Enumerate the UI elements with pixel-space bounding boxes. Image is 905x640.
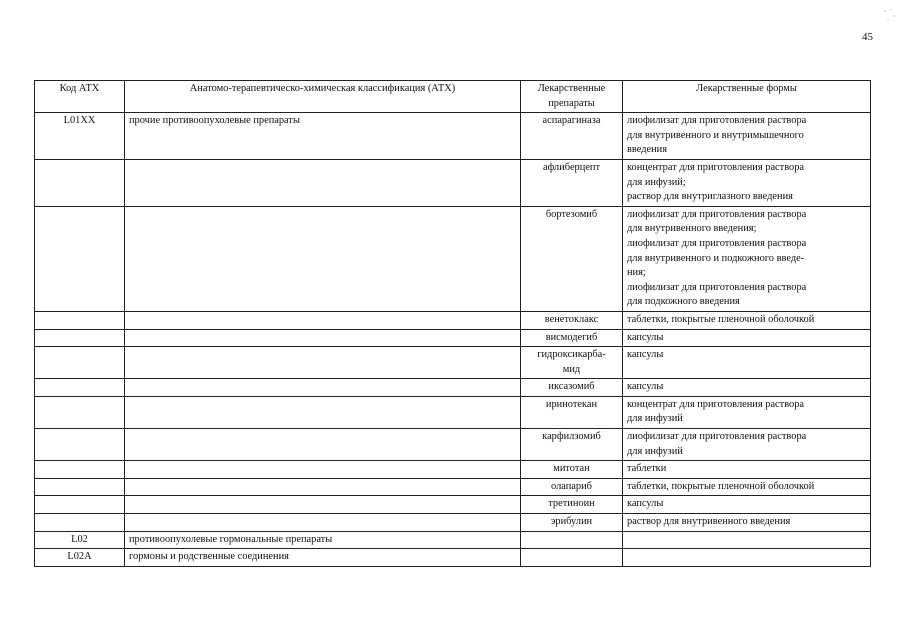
dosage-form-cell [623,429,871,461]
classification-cell [125,478,521,496]
header-classification: Анатомо-терапевтическо-химическая классификация (АТХ) [125,81,521,113]
dosage-form-cell [623,206,871,311]
drug-name-line: эрибулин [550,516,593,528]
dosage-form-cell [623,159,871,206]
dosage-form-line: раствор для внутриглазного введения [627,191,793,203]
atc-table [34,80,871,567]
dosage-form-line: капсулы [627,498,664,510]
drug-name-line: мид [562,363,581,375]
drug-name-cell [521,478,623,496]
table-row [35,379,871,397]
dosage-form-line: концентрат для приготовления раствора [627,398,805,410]
classification-cell [125,206,521,311]
table-row [35,159,871,206]
dosage-form-line: для подкожного введения [627,296,740,308]
drug-name-cell [521,429,623,461]
drug-name-line: олапариб [551,480,592,492]
atc-code-cell [35,496,125,514]
dosage-form-cell [623,478,871,496]
drug-name-cell [521,311,623,329]
dosage-form-cell [623,549,871,567]
drug-name-line: бортезомиб [545,208,598,220]
table-row [35,206,871,311]
atc-code-cell [35,379,125,397]
dosage-form-cell [623,514,871,532]
atc-code-cell: L02 [35,531,125,549]
table-header-row [35,81,871,113]
classification-cell [125,347,521,379]
dosage-form-line: таблетки, покрытые пленочной оболочкой [627,480,815,492]
dosage-form-cell [623,531,871,549]
classification-cell: прочие противоопухолевые препараты [125,113,521,160]
drug-name-line: аспарагиназа [542,115,601,127]
classification-cell: противоопухолевые гормональные препараты [125,531,521,549]
dosage-form-cell [623,113,871,160]
table-row [35,329,871,347]
dosage-form-line: лиофилизат для приготовления раствора [627,237,807,249]
table-row [35,113,871,160]
dosage-form-line: для внутривенного и подкожного введе- [627,252,805,264]
dosage-form-line: ния; [627,267,646,279]
drug-name-cell [521,461,623,479]
page-number: 45 [862,31,873,43]
dosage-form-cell [623,311,871,329]
drug-name-cell [521,496,623,514]
classification-cell [125,396,521,428]
classification-cell: гормоны и родственные соединения [125,549,521,567]
atc-code-cell [35,206,125,311]
drug-name-cell [521,113,623,160]
table-row [35,461,871,479]
atc-code-cell [35,429,125,461]
atc-code-cell [35,514,125,532]
drug-name-cell [521,206,623,311]
dosage-form-cell [623,329,871,347]
dosage-form-line: таблетки, покрытые пленочной оболочкой [627,313,815,325]
table-body [35,113,871,567]
drug-name-cell [521,531,623,549]
drug-name-line: карфилзомиб [542,431,601,443]
drug-name-cell [521,549,623,567]
table-row [35,311,871,329]
drug-name-cell [521,347,623,379]
drug-name-line: третиноин [548,498,595,510]
dosage-form-line: для инфузий [627,413,683,425]
dosage-form-line: таблетки [627,463,667,475]
drug-name-cell [521,514,623,532]
classification-cell [125,429,521,461]
atc-code-cell [35,461,125,479]
dosage-form-cell [623,461,871,479]
table-row [35,496,871,514]
dosage-form-line: для инфузий; [627,176,686,188]
atc-code-cell [35,478,125,496]
dosage-form-line: для инфузий [627,445,683,457]
header-forms: Лекарственные формы [623,81,871,113]
dosage-form-line: капсулы [627,331,664,343]
drug-name-line: висмодегиб [545,331,598,343]
drug-name-line: иксазомиб [548,381,595,393]
table-row [35,549,871,567]
drug-name-line: гидроксикарба- [537,349,606,361]
atc-code-cell: L01XX [35,113,125,160]
header-drugs-line: Лекарственные [537,83,606,94]
drug-name-cell [521,396,623,428]
atc-code-cell: L02A [35,549,125,567]
dosage-form-line: капсулы [627,349,664,361]
drug-name-line: митотан [553,463,590,475]
table-row [35,531,871,549]
table-row [35,347,871,379]
dosage-form-line: введения [627,144,668,156]
drug-name-line: иринотекан [545,398,598,410]
header-drugs-line: препараты [548,97,595,109]
dosage-form-cell [623,379,871,397]
dosage-form-line: лиофилизат для приготовления раствора [627,115,807,127]
drug-name-line: афлиберцепт [542,161,601,173]
header-code: Код АТХ [35,81,125,113]
classification-cell [125,514,521,532]
dosage-form-cell [623,347,871,379]
dosage-form-line: лиофилизат для приготовления раствора [627,281,807,293]
classification-cell [125,311,521,329]
dosage-form-line: для внутривенного и внутримышечного [627,129,804,141]
atc-code-cell [35,159,125,206]
dosage-form-line: капсулы [627,381,664,393]
dosage-form-cell [623,496,871,514]
dosage-form-line: лиофилизат для приготовления раствора [627,431,807,443]
dosage-form-line: раствор для внутривенного введения [627,516,791,528]
dosage-form-line: для внутривенного введения; [627,223,757,235]
atc-code-cell [35,347,125,379]
dosage-form-line: концентрат для приготовления раствора [627,161,805,173]
table-row [35,429,871,461]
table-row [35,478,871,496]
classification-cell [125,379,521,397]
classification-cell [125,461,521,479]
drug-name-cell [521,159,623,206]
atc-code-cell [35,396,125,428]
drug-name-cell [521,379,623,397]
classification-cell [125,329,521,347]
scan-marks-icon [882,8,898,24]
table-row [35,514,871,532]
dosage-form-cell [623,396,871,428]
atc-code-cell [35,329,125,347]
drug-name-cell [521,329,623,347]
classification-cell [125,496,521,514]
header-drugs [521,81,623,113]
drug-name-line: венетоклакс [544,313,599,325]
dosage-form-line: лиофилизат для приготовления раствора [627,208,807,220]
atc-code-cell [35,311,125,329]
classification-cell [125,159,521,206]
table-row [35,396,871,428]
